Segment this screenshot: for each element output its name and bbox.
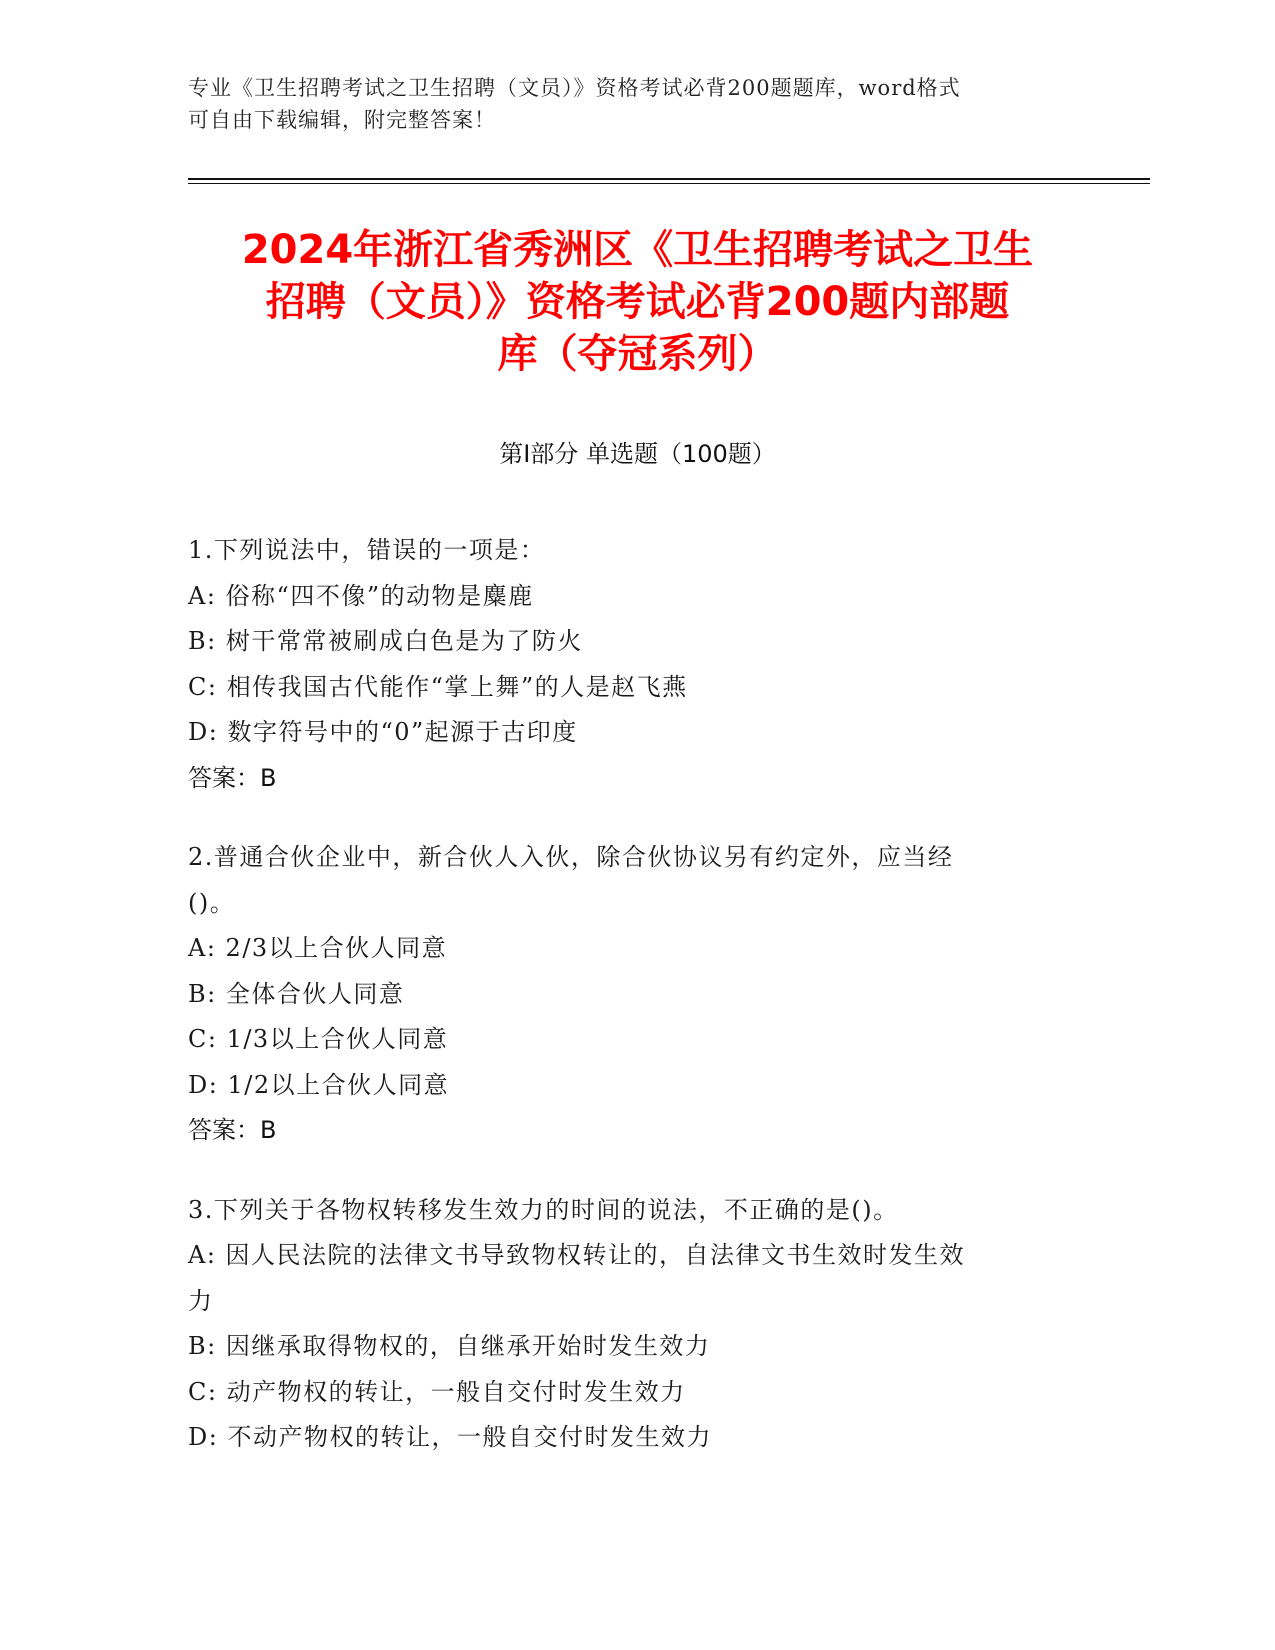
question-stem: 2.普通合伙企业中，新合伙人入伙，除合伙协议另有约定外，应当经 <box>188 843 954 871</box>
title-line: 招聘（文员）》资格考试必背200题内部题 <box>265 279 1010 325</box>
option-b: B: 因继承取得物权的，自继承开始时发生效力 <box>188 1332 711 1360</box>
answer-label: 答案：B <box>188 1116 277 1144</box>
option-b: B: 树干常常被刷成白色是为了防火 <box>188 627 583 655</box>
question-stem: 3.下列关于各物权转移发生效力的时间的说法，不正确的是()。 <box>188 1195 899 1224</box>
option-d: D: 数字符号中的“0”起源于古印度 <box>188 718 578 746</box>
option-a-continued: 力 <box>188 1286 214 1315</box>
header-divider-thin <box>188 183 1150 184</box>
option-a: A: 2/3以上合伙人同意 <box>188 934 448 962</box>
question-stem: 1.下列说法中，错误的一项是： <box>188 536 546 564</box>
question-stem-continued: ()。 <box>188 888 236 917</box>
question-list <box>188 528 1078 1495</box>
header-note-line: 可自由下载编辑，附完整答案！ <box>188 108 496 132</box>
option-c: C: 动产物权的转让，一般自交付时发生效力 <box>188 1377 686 1406</box>
title-line: 2024年浙江省秀洲区《卫生招聘考试之卫生 <box>241 227 1034 273</box>
option-a: A: 因人民法院的法律文书导致物权转让的，自法律文书生效时发生效 <box>188 1241 966 1269</box>
option-c: C: 相传我国古代能作“掌上舞”的人是赵飞燕 <box>188 672 688 701</box>
option-d: D: 不动产物权的转让，一般自交付时发生效力 <box>188 1423 712 1451</box>
option-d: D: 1/2以上合伙人同意 <box>188 1070 450 1099</box>
option-b: B: 全体合伙人同意 <box>188 979 405 1008</box>
question-item <box>188 1188 1078 1461</box>
option-a: A: 俗称“四不像”的动物是麋鹿 <box>188 581 534 610</box>
document-title <box>160 224 1115 380</box>
header-divider <box>188 178 1150 180</box>
title-line: 库（夺冠系列） <box>497 331 778 377</box>
header-note-line: 专业《卫生招聘考试之卫生招聘（文员）》资格考试必背200题题库，word格式 <box>188 76 961 100</box>
answer-label: 答案：B <box>188 763 277 792</box>
question-item <box>188 835 1078 1154</box>
section-heading: 第Ⅰ部分 单选题（100题） <box>499 440 776 468</box>
header-note <box>188 72 1068 136</box>
question-item <box>188 528 1078 801</box>
option-c: C: 1/3以上合伙人同意 <box>188 1025 449 1053</box>
